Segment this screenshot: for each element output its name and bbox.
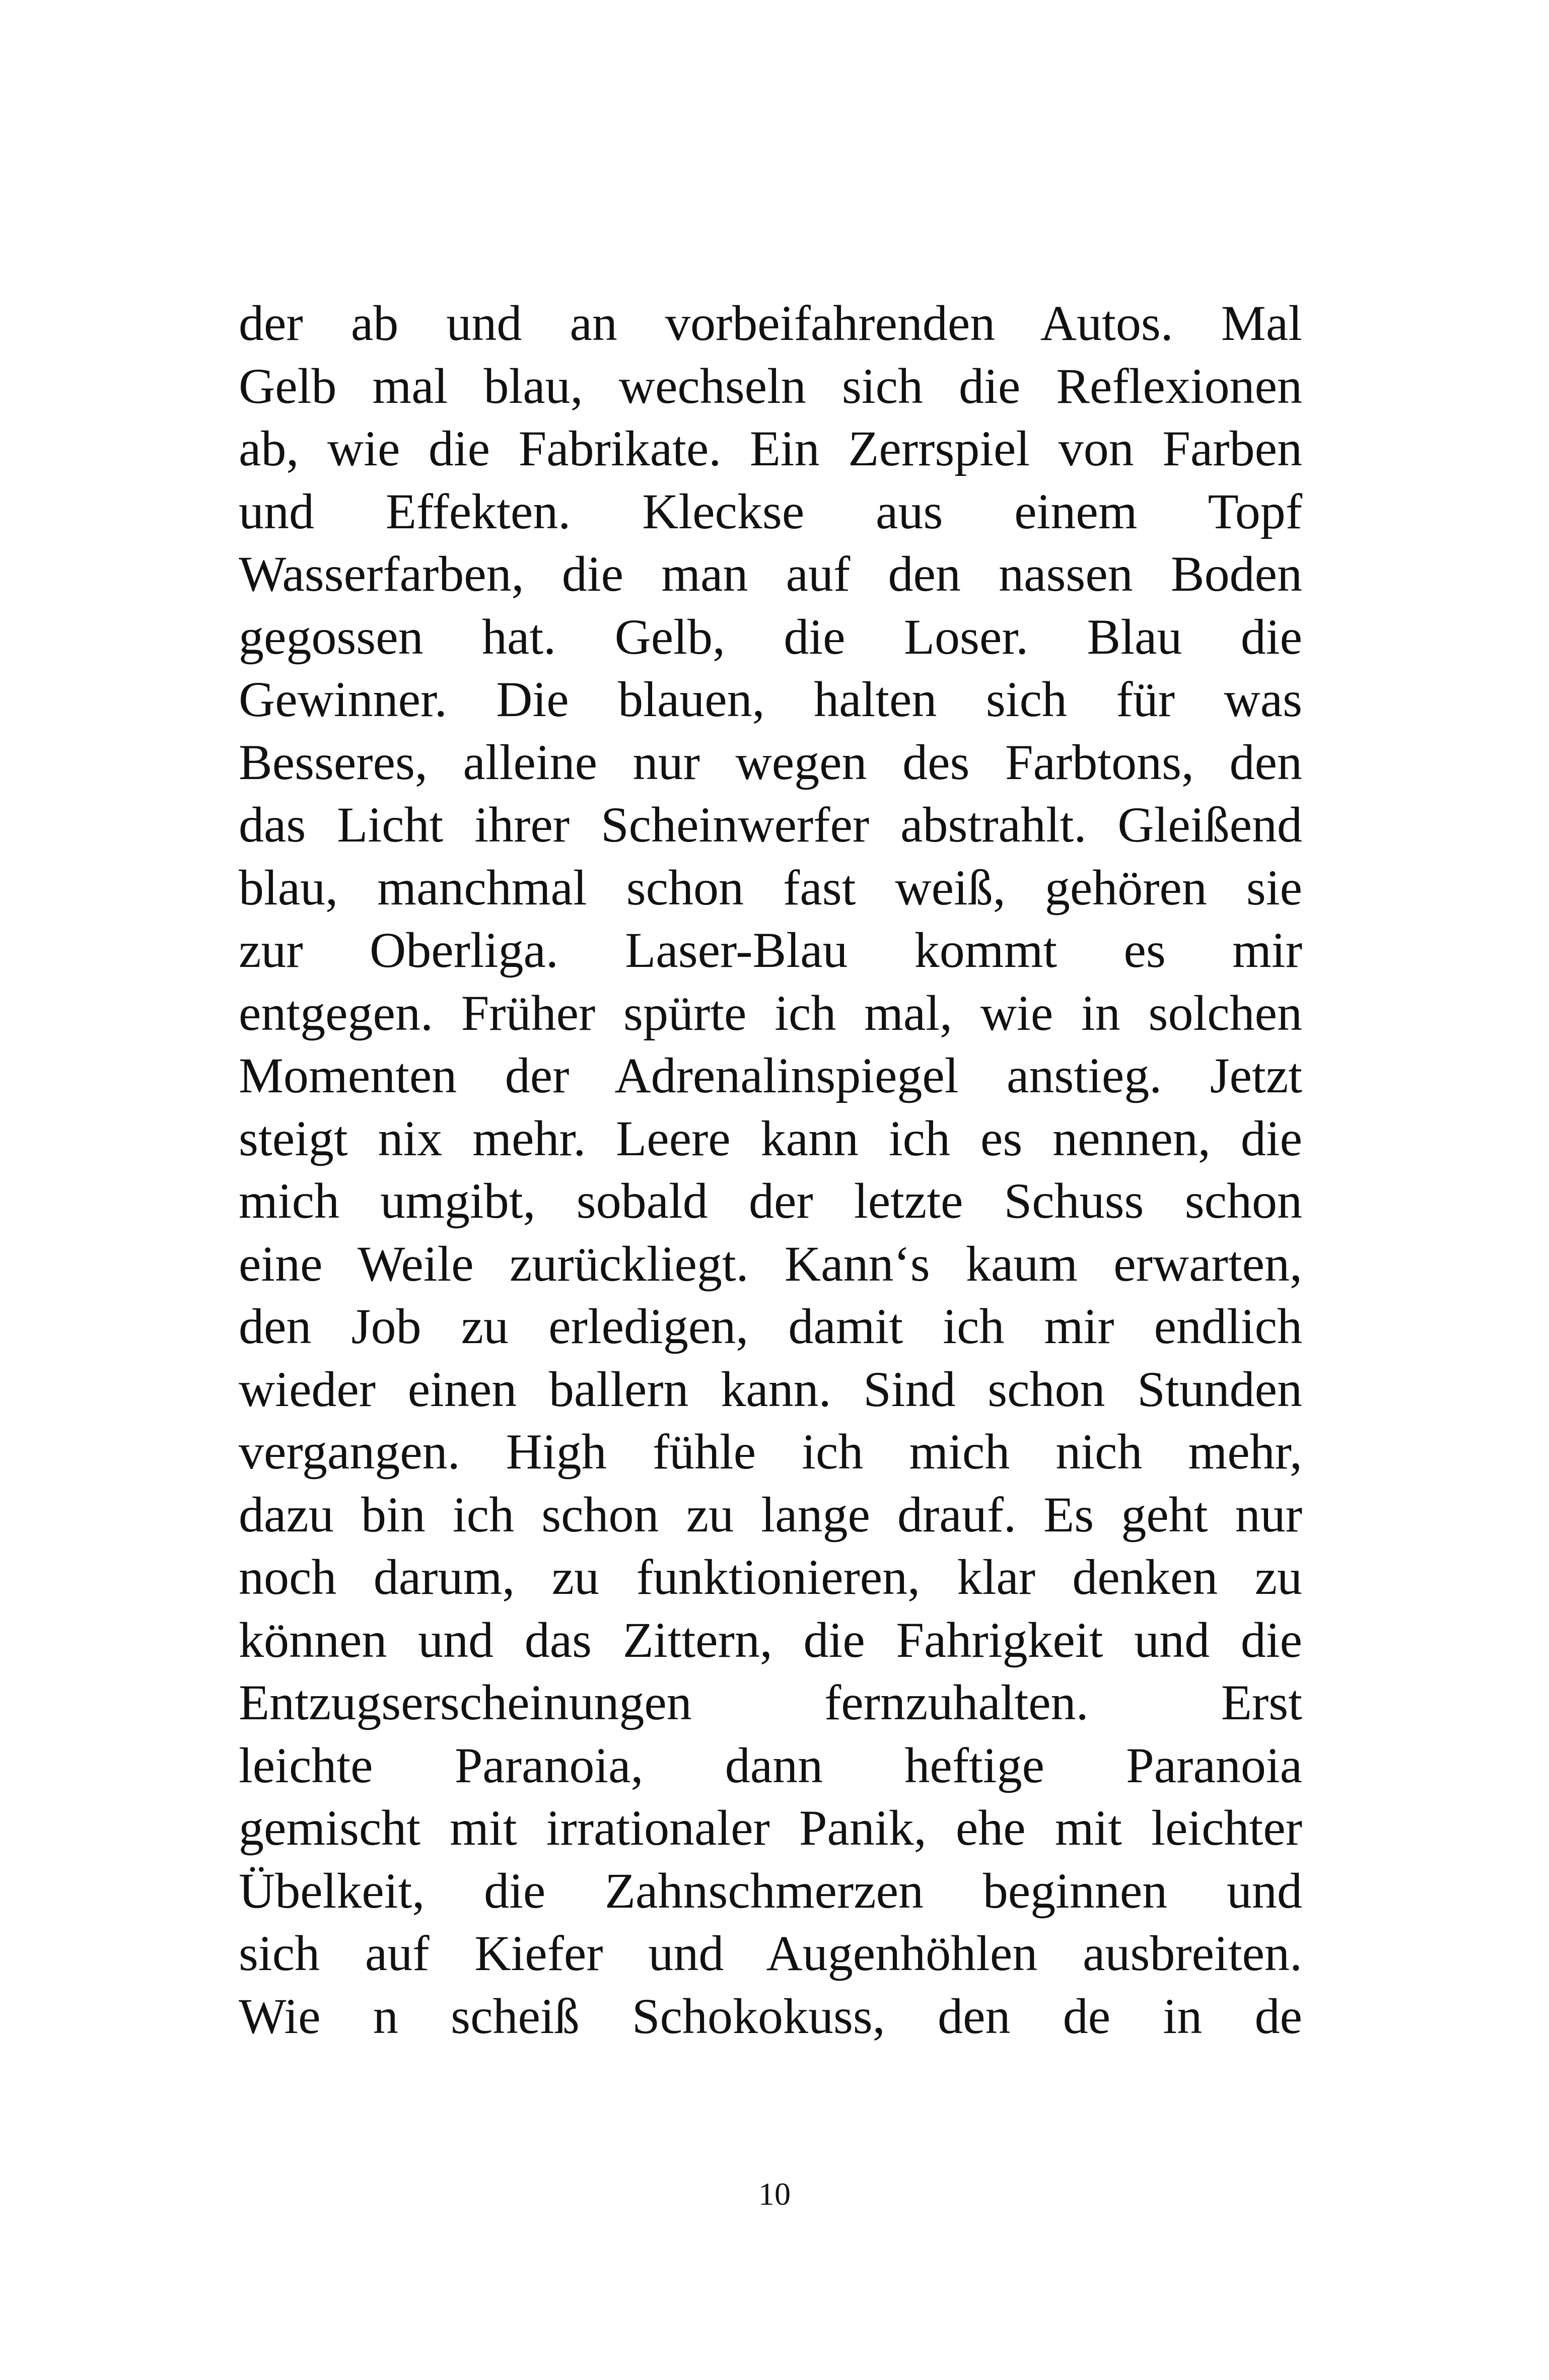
text-line: wieder einen ballern kann. Sind schon Stunden [239, 1361, 1302, 1417]
text-line: den Job zu erledigen, damit ich mir endlich [239, 1298, 1302, 1354]
text-line: blau, manchmal schon fast weiß, gehören sie [239, 859, 1302, 916]
text-line: entgegen. Früher spürte ich mal, wie in solchen [239, 985, 1302, 1041]
text-line: dazu bin ich schon zu lange drauf. Es geht nur [239, 1486, 1302, 1543]
text-line: das Licht ihrer Scheinwerfer abstrahlt. Gleißend [239, 797, 1302, 853]
text-line: vergangen. High fühle ich mich nich mehr, [239, 1424, 1302, 1480]
text-line: der ab und an vorbeifahrenden Autos. Mal [239, 295, 1302, 351]
text-line: Besseres, alleine nur wegen des Farbtons, den [239, 734, 1302, 790]
text-line: Entzugserscheinungen fernzuhalten. Erst [239, 1674, 1302, 1730]
page-number: 10 [758, 2176, 791, 2212]
text-line: steigt nix mehr. Leere kann ich es nennen, die [239, 1110, 1302, 1166]
text-line: Gewinner. Die blauen, halten sich für was [239, 671, 1302, 727]
text-line: Gelb mal blau, wechseln sich die Reflexionen [239, 358, 1302, 414]
body-text [239, 292, 1302, 2048]
text-line: Wie n scheiß Schokokuss, den de in de [239, 1988, 1302, 2044]
text-line: Momenten der Adrenalinspiegel anstieg. Jetzt [239, 1047, 1302, 1103]
text-line: sich auf Kiefer und Augenhöhlen ausbreiten. [239, 1925, 1302, 1981]
text-line: gegossen hat. Gelb, die Loser. Blau die [239, 608, 1302, 665]
text-line: gemischt mit irrationaler Panik, ehe mit leichter [239, 1800, 1302, 1856]
text-line: eine Weile zurückliegt. Kann‘s kaum erwarten, [239, 1235, 1302, 1292]
text-line: können und das Zittern, die Fahrigkeit und die [239, 1612, 1302, 1668]
text-line: und Effekten. Kleckse aus einem Topf [239, 483, 1302, 539]
text-line: Wasserfarben, die man auf den nassen Boden [239, 546, 1302, 602]
text-line: zur Oberliga. Laser-Blau kommt es mir [239, 922, 1302, 978]
text-line: ab, wie die Fabrikate. Ein Zerrspiel von Farben [239, 421, 1302, 476]
text-line: noch darum, zu funktionieren, klar denken zu [239, 1549, 1302, 1605]
text-line: leichte Paranoia, dann heftige Paranoia [239, 1737, 1302, 1793]
text-line: Übelkeit, die Zahnschmerzen beginnen und [239, 1862, 1302, 1919]
text-line: mich umgibt, sobald der letzte Schuss schon [239, 1173, 1302, 1229]
